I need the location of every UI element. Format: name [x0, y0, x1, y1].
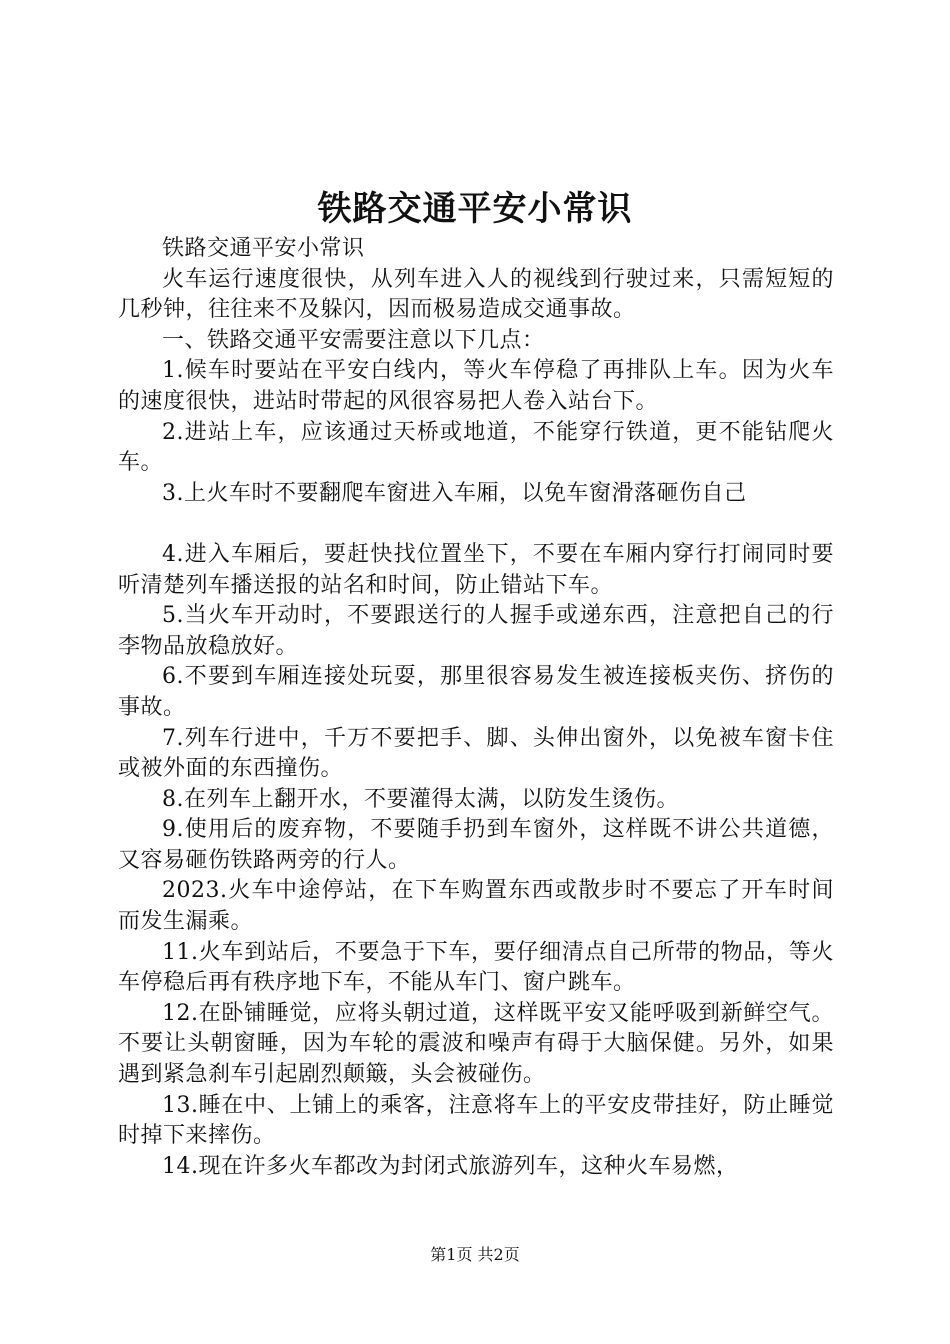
paragraph: 14.现在许多火车都改为封闭式旅游列车，这种火车易燃， [162, 1153, 739, 1179]
paragraph: 3.上火车时不要翻爬车窗进入车厢，以免车窗滑落砸伤自己 [162, 480, 747, 506]
paragraph: 1.候车时要站在平安白线内，等火车停稳了再排队上车。因为火车的速度很快，进站时带起的风很容易把人卷入站台下。 [118, 358, 834, 414]
document-body [118, 234, 834, 1182]
paragraph: 11.火车到站后，不要急于下车，要仔细清点自己所带的物品，等火车停稳后再有秩序地下车，不能从车门、窗户跳车。 [118, 939, 834, 996]
page-footer: 第1页 共2页 [430, 1245, 520, 1264]
blank-line [118, 509, 834, 540]
paragraph: 5.当火车开动时，不要跟送行的人握手或递东西，注意把自己的行李物品放稳放好。 [118, 603, 834, 659]
paragraph: 6.不要到车厢连接处玩耍，那里很容易发生被连接板夹伤、挤伤的事故。 [118, 664, 834, 720]
paragraph: 7.列车行进中，千万不要把手、脚、头伸出窗外，以免被车窗卡住或被外面的东西撞伤。 [118, 725, 834, 782]
paragraph: 8.在列车上翻开水，不要灌得太满，以防发生烫伤。 [162, 786, 679, 812]
paragraph: 4.进入车厢后，要赶快找位置坐下，不要在车厢内穿行打闹同时要听清楚列车播送报的站名和时间，防止错站下车。 [118, 541, 834, 598]
paragraph: 火车运行速度很快，从列车进入人的视线到行驶过来，只需短短的几秒钟，往往来不及躲闪，因而极易造成交通事故。 [118, 266, 834, 323]
paragraph: 铁路交通平安小常识 [162, 236, 365, 261]
paragraph: 13.睡在中、上铺上的乘客，注意将车上的平安皮带挂好，防止睡觉时掉下来摔伤。 [118, 1092, 834, 1149]
paragraph: 2.进站上车，应该通过天桥或地道，不能穿行铁道，更不能钻爬火车。 [118, 419, 834, 476]
paragraph: 一、铁路交通平安需要注意以下几点： [162, 327, 545, 353]
paragraph: 12.在卧铺睡觉，应将头朝过道，这样既平安又能呼吸到新鲜空气。不要让头朝窗睡，因为车轮的震波和噪声有碍于大脑保健。另外，如果遇到紧急刹车引起剧烈颠簸，头会被碰伤。 [118, 1000, 834, 1088]
document-title: 铁路交通平安小常识 [317, 189, 633, 229]
paragraph: 2023.火车中途停站，在下车购置东西或散步时不要忘了开车时间而发生漏乘。 [118, 878, 834, 935]
paragraph: 9.使用后的废弃物，不要随手扔到车窗外，这样既不讲公共道德，又容易砸伤铁路两旁的行人。 [118, 817, 834, 873]
